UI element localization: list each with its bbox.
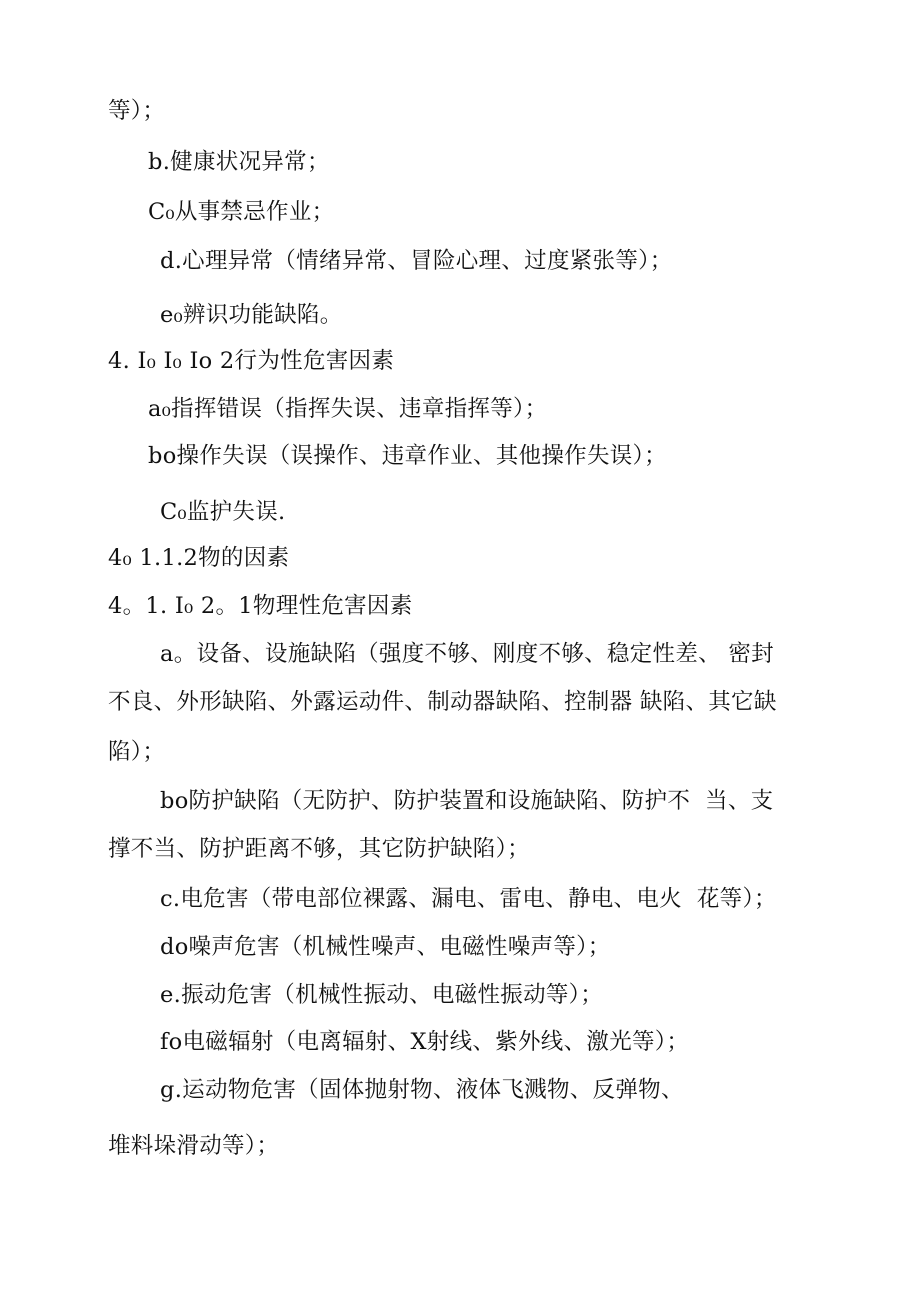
- text-line: fo电磁辐射（电离辐射、X射线、紫外线、激光等）；: [160, 1029, 690, 1055]
- text-line: C₀监护失误.: [160, 499, 286, 525]
- text-line: c.电危害（带电部位裸露、漏电、雷电、静电、电火 花等）；: [160, 886, 777, 912]
- text-line: e.振动危害（机械性振动、电磁性振动等）；: [160, 982, 604, 1008]
- text-line: e₀辨识功能缺陷。: [160, 302, 343, 328]
- text-line: g.运动物危害（固体抛射物、液体飞溅物、反弹物、: [160, 1077, 684, 1103]
- text-line: a₀指挥错误（指挥失误、违章指挥等）；: [148, 396, 548, 422]
- text-line: bo操作失误（误操作、违章作业、其他操作失误）；: [148, 443, 667, 469]
- text-line: 不良、外形缺陷、外露运动件、制动器缺陷、控制器 缺陷、其它缺: [108, 689, 777, 715]
- section-heading: 4。1. I₀ 2。1物理性危害因素: [108, 593, 413, 619]
- text-line: 等）；: [108, 98, 166, 124]
- text-line: b.健康状况异常；: [148, 149, 330, 175]
- text-line: C₀从事禁忌作业；: [148, 199, 335, 225]
- text-line: 撑不当、防护距离不够，其它防护缺陷）；: [108, 836, 530, 862]
- text-line: 堆料垛滑动等）；: [108, 1133, 280, 1159]
- text-line: bo防护缺陷（无防护、防护装置和设施缺陷、防护不 当、支: [160, 788, 774, 814]
- text-line: d.心理异常（情绪异常、冒险心理、过度紧张等）；: [160, 248, 673, 274]
- section-heading: 4₀ 1.1.2物的因素: [108, 545, 290, 571]
- text-line: do噪声危害（机械性噪声、电磁性噪声等）；: [160, 934, 611, 960]
- text-line: 陷）；: [108, 739, 166, 765]
- section-heading: 4. I₀ I₀ Io 2行为性危害因素: [108, 348, 395, 374]
- text-line: a。设备、设施缺陷（强度不够、刚度不够、稳定性差、 密封: [160, 641, 774, 667]
